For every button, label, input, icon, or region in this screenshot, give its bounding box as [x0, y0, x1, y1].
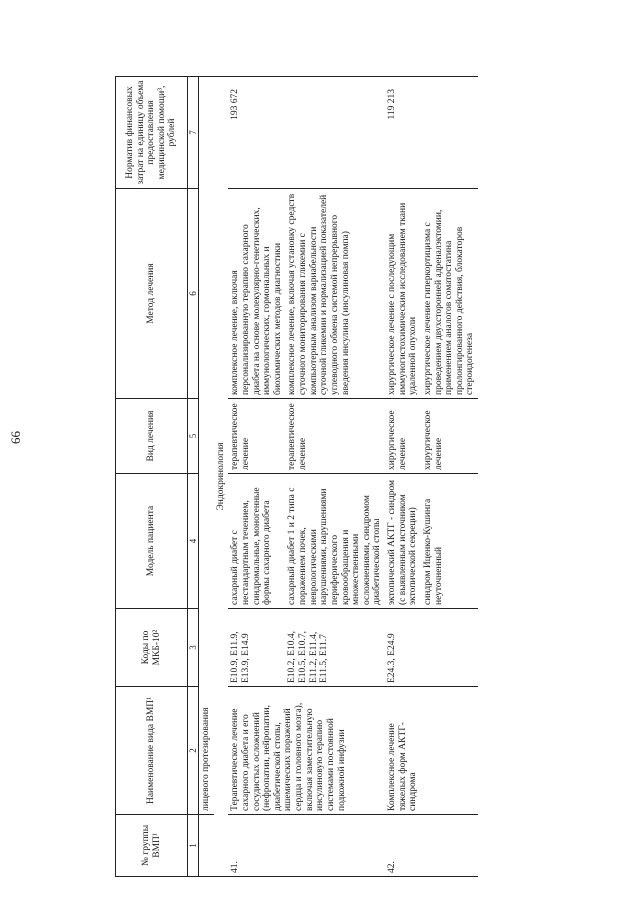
icd-codes [421, 609, 478, 687]
section-row [214, 77, 229, 877]
treatment-type: хирургическое лечение [385, 399, 421, 474]
header-model: Модель пациента [116, 474, 188, 609]
treatment-type: хирургическое лечение [421, 399, 478, 474]
header-treatment-type: Вид лечения [116, 399, 188, 474]
column-number: 1 [188, 815, 199, 877]
vmp-name: Комплексное лечение тяжелых форм АКТГ-синдрома [385, 687, 478, 815]
icd-codes: E10.2, E10.4, E10.5, E10.7, E11.2, E11.4, E11.5, E11.7 [285, 609, 385, 687]
patient-model: эктопический АКТГ - синдром (с выявленным источником эктопической секреции) [385, 474, 421, 609]
header-row [116, 77, 188, 877]
continuation-row [199, 77, 214, 877]
cost-value: 193 672 [228, 77, 385, 189]
column-number-row [188, 77, 199, 877]
header-group-no: № группы ВМП¹ [116, 815, 188, 877]
continuation-text: лицевого протезирования [199, 77, 214, 815]
patient-model: сахарный диабет 1 и 2 типа с поражением почек, неврологическими нарушениями, нарушениями периферического кровообращения и множественными осложнениями, синдромом диабетической стопы [285, 474, 385, 609]
cost-value: 119 213 [385, 77, 478, 189]
section-title: Эндокринология [214, 77, 229, 877]
vmp-name: Терапевтическое лечение сахарного диабета и его сосудистых осложнений (нефропатии, нейропатии, диабетической стопы, ишемических поражений сердца и головного мозга), включая заместительную инсулиновую терапию системами постоянной подкожной инфузии [228, 687, 385, 815]
header-name: Наименование вида ВМП¹ [116, 687, 188, 815]
table-row [228, 77, 285, 877]
column-number: 2 [188, 687, 199, 815]
group-number: 41. [228, 815, 385, 877]
treatment-method: хирургическое лечение гиперкортицизма с проведением двухсторонней адреналэктомии, применением аналогов соматостатина пролонгированного действия, блокаторов стероидогенеза [421, 189, 478, 399]
treatment-method: хирургическое лечение с последующим иммуногистохимическим исследованием ткани удаленной опухоли [385, 189, 421, 399]
header-icd: Коды по МКБ-10² [116, 609, 188, 687]
column-number: 4 [188, 474, 199, 609]
icd-codes: E24.3, E24.9 [385, 609, 421, 687]
column-number: 3 [188, 609, 199, 687]
column-number: 6 [188, 189, 199, 399]
icd-codes: E10.9, E11.9, E13.9, E14.9 [228, 609, 285, 687]
page-number: 66 [8, 431, 23, 444]
vmp-table [115, 76, 478, 877]
treatment-type: терапевтическое лечение [285, 399, 385, 474]
header-method: Метод лечения [116, 189, 188, 399]
patient-model: синдром Иценко-Кушинга неуточненный [421, 474, 478, 609]
header-cost: Норматив финансовых затрат на единицу объема предоставления медицинской помощи³, рублей [116, 77, 188, 189]
treatment-method: комплексное лечение, включая персонализированную терапию сахарного диабета на основе молекулярно-генетических, иммунологических, гормональных и биохимических методов диагностики [228, 189, 285, 399]
column-number: 7 [188, 77, 199, 189]
group-number: 42. [385, 815, 478, 877]
patient-model: сахарный диабет с нестандартным течением, синдромальные, моногенные формы сахарного диабета [228, 474, 285, 609]
treatment-method: комплексное лечение, включая установку средств суточного мониторирования гликемии с компьютерным анализом вариабельности суточной гликемии и нормализацией показателей углеводного обмена системой непрерывного введения инсулина (инсулиновая помпа) [285, 189, 385, 399]
table-row [385, 77, 421, 877]
column-number: 5 [188, 399, 199, 474]
treatment-type: терапевтическое лечение [228, 399, 285, 474]
